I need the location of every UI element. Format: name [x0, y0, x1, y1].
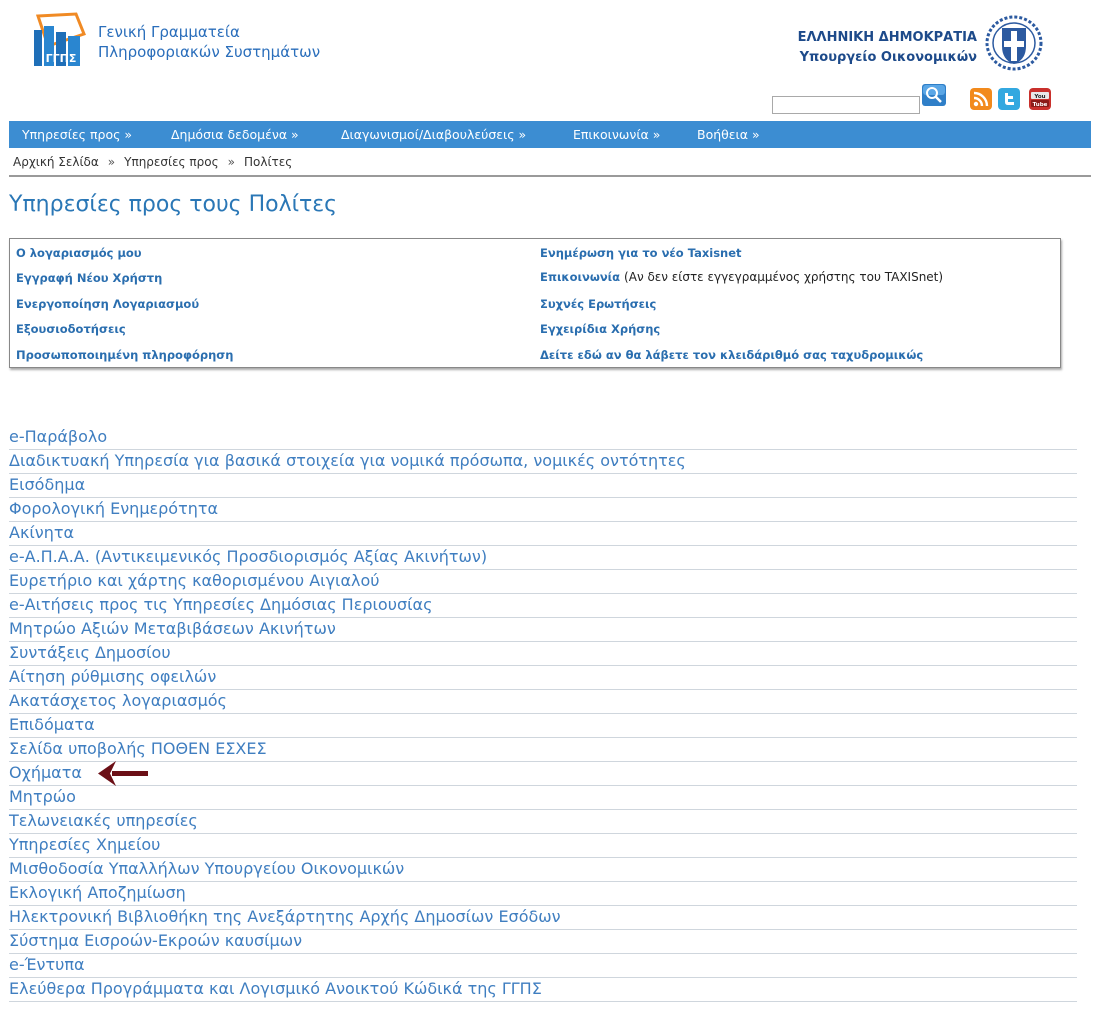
quick-link-contact-note: (Αν δεν είστε εγγεγραμμένος χρήστης του TAXISnet): [624, 270, 944, 284]
service-e-forms[interactable]: e-Έντυπα: [9, 954, 1077, 978]
quick-link-contact[interactable]: Επικοινωνία: [540, 270, 621, 284]
service-vehicles[interactable]: Οχήματα: [9, 762, 1077, 786]
service-fuel-system[interactable]: Σύστημα Εισροών-Εκροών καυσίμων: [9, 930, 1077, 954]
quick-link-new-taxisnet[interactable]: Ενημέρωση για το νέο Taxisnet: [540, 246, 742, 260]
service-benefits[interactable]: Επιδόματα: [9, 714, 1077, 738]
nav-item-help[interactable]: Βοήθεια »: [697, 127, 760, 142]
quick-link-password-mail[interactable]: Δείτε εδώ αν θα λάβετε τον κλειδάριθμό σας ταχυδρομικώς: [540, 348, 924, 362]
svg-text:Tube: Tube: [1032, 102, 1048, 108]
quick-link-activate[interactable]: Ενεργοποίηση Λογαριασμού: [16, 297, 200, 311]
service-election-compensation[interactable]: Εκλογική Αποζημίωση: [9, 882, 1077, 906]
breadcrumb-home[interactable]: Αρχική Σελίδα: [13, 155, 99, 169]
ggps-logo-icon[interactable]: [30, 12, 92, 70]
rss-icon[interactable]: [970, 88, 992, 110]
quick-link-authorizations[interactable]: Εξουσιοδοτήσεις: [16, 322, 126, 336]
service-property-transfer-registry[interactable]: Μητρώο Αξιών Μεταβιβάσεων Ακινήτων: [9, 618, 1077, 642]
page-title: Υπηρεσίες προς τους Πολίτες: [9, 192, 338, 217]
org-name-line2: Πληροφοριακών Συστημάτων: [98, 43, 321, 61]
gov-name-line2: Υπουργείο Οικονομικών: [799, 50, 977, 65]
breadcrumb-separator: »: [227, 155, 235, 169]
service-e-library[interactable]: Ηλεκτρονική Βιβλιοθήκη της Ανεξάρτητης Αρχής Δημοσίων Εσόδων: [9, 906, 1077, 930]
breadcrumb-services[interactable]: Υπηρεσίες προς: [124, 155, 219, 169]
nav-item-open-data[interactable]: Δημόσια δεδομένα »: [171, 127, 299, 142]
quick-link-manuals[interactable]: Εγχειρίδια Χρήσης: [540, 322, 661, 336]
service-open-source[interactable]: Ελεύθερα Προγράμματα και Λογισμικό Ανοικτού Κώδικά της ΓΓΠΣ: [9, 978, 1077, 1002]
quick-links-box: [9, 238, 1061, 368]
service-registry[interactable]: Μητρώο: [9, 786, 1077, 810]
svg-text:You: You: [1034, 94, 1046, 100]
nav-item-contact[interactable]: Επικοινωνία »: [573, 127, 661, 142]
service-pothen-esxes[interactable]: Σελίδα υποβολής ΠΟΘΕΝ ΕΣΧΕΣ: [9, 738, 1077, 762]
org-name-line1: Γενική Γραμματεία: [98, 23, 240, 41]
breadcrumb: [9, 151, 1091, 177]
organization-name[interactable]: [98, 22, 320, 62]
breadcrumb-current: Πολίτες: [243, 155, 293, 169]
logo-text: ΓΓΠΣ: [45, 52, 77, 65]
service-chemistry[interactable]: Υπηρεσίες Χημείου: [9, 834, 1077, 858]
quick-link-my-account[interactable]: Ο λογαριασμός μου: [16, 246, 142, 260]
quick-link-contact-row: [540, 270, 943, 284]
service-payroll[interactable]: Μισθοδοσία Υπαλλήλων Υπουργείου Οικονομικών: [9, 858, 1077, 882]
quick-link-register[interactable]: Εγγραφή Νέου Χρήστη: [16, 271, 163, 285]
quick-link-faq[interactable]: Συχνές Ερωτήσεις: [540, 297, 657, 311]
gov-name-line1: ΕΛΛΗΝΙΚΗ ΔΗΜΟΚΡΑΤΙΑ: [797, 30, 977, 45]
site-header: [0, 0, 1099, 118]
service-e-apaa[interactable]: e-Α.Π.Α.Α. (Αντικειμενικός Προσδιορισμός Αξίας Ακινήτων): [9, 546, 1077, 570]
service-legal-entities[interactable]: Διαδικτυακή Υπηρεσία για βασικά στοιχεία για νομικά πρόσωπα, νομικές οντότητες: [9, 450, 1077, 474]
main-nav: [9, 121, 1091, 148]
service-unseizable-account[interactable]: Ακατάσχετος λογαριασμός: [9, 690, 1077, 714]
twitter-icon[interactable]: [998, 88, 1020, 110]
service-tax-clearance[interactable]: Φορολογική Ενημερότητα: [9, 498, 1077, 522]
service-shore-index[interactable]: Ευρετήριο και χάρτης καθορισμένου Αιγιαλού: [9, 570, 1077, 594]
greek-emblem-icon: [984, 14, 1044, 72]
arrow-left-icon: [96, 758, 150, 794]
nav-item-services[interactable]: Υπηρεσίες προς »: [22, 127, 133, 142]
service-income[interactable]: Εισόδημα: [9, 474, 1077, 498]
quick-link-personalized-info[interactable]: Προσωποποιημένη πληροφόρηση: [16, 348, 234, 362]
service-public-property-requests[interactable]: e-Αιτήσεις προς τις Υπηρεσίες Δημόσιας Περιουσίας: [9, 594, 1077, 618]
service-real-estate[interactable]: Ακίνητα: [9, 522, 1077, 546]
breadcrumb-separator: »: [107, 155, 116, 169]
services-list: [9, 426, 1077, 1002]
government-name: [798, 28, 977, 68]
nav-item-tenders[interactable]: Διαγωνισμοί/Διαβουλεύσεις »: [341, 127, 527, 142]
service-e-paravolo[interactable]: e-Παράβολο: [9, 426, 1077, 450]
service-debt-settlement[interactable]: Αίτηση ρύθμισης οφειλών: [9, 666, 1077, 690]
search-icon[interactable]: [922, 84, 946, 106]
youtube-icon[interactable]: [1029, 88, 1051, 110]
service-public-pensions[interactable]: Συντάξεις Δημοσίου: [9, 642, 1077, 666]
search-input[interactable]: [772, 96, 920, 114]
service-customs[interactable]: Τελωνειακές υπηρεσίες: [9, 810, 1077, 834]
